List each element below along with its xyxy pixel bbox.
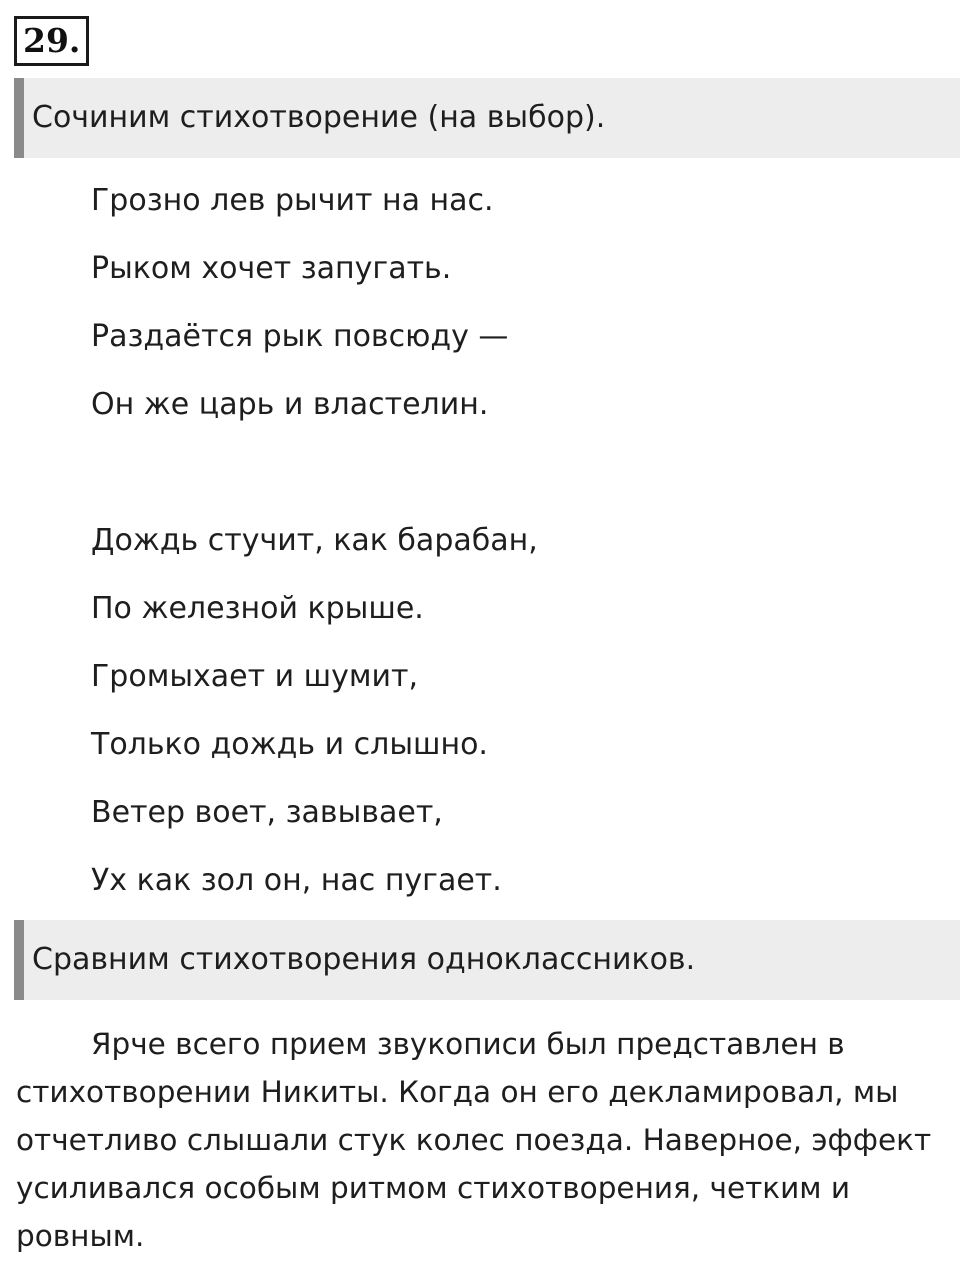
poem-line: Только дождь и слышно. <box>91 727 488 762</box>
poem-line: По железной крыше. <box>91 591 424 626</box>
task-heading-compare-poems <box>14 920 960 1000</box>
poem-line: Рыком хочет запугать. <box>91 251 452 286</box>
task-heading-compose-poem <box>14 78 960 158</box>
answer-paragraph: Ярче всего прием звукописи был представлен в стихотворении Никиты. Когда он его декламировал, мы отчетливо слышали стук колес поезда. Наверное, эффект усиливался особым ритмом стихотворения, четким и ровным. <box>16 1027 932 1253</box>
task-heading-text: Сочиним стихотворение (на выбор). <box>32 100 606 135</box>
poem-line: Дождь стучит, как барабан, <box>91 523 538 558</box>
task-number: 29. <box>14 16 89 66</box>
poem-line: Ух как зол он, нас пугает. <box>91 863 502 898</box>
poem-line: Ветер воет, завывает, <box>91 795 443 830</box>
poem-line: Грозно лев рычит на нас. <box>91 183 494 218</box>
poem-line: Раздаётся рык повсюду — <box>91 319 509 354</box>
task-heading-text: Сравним стихотворения одноклассников. <box>32 942 696 977</box>
poem-line: Он же царь и властелин. <box>91 387 489 422</box>
poem-line: Громыхает и шумит, <box>91 659 418 694</box>
